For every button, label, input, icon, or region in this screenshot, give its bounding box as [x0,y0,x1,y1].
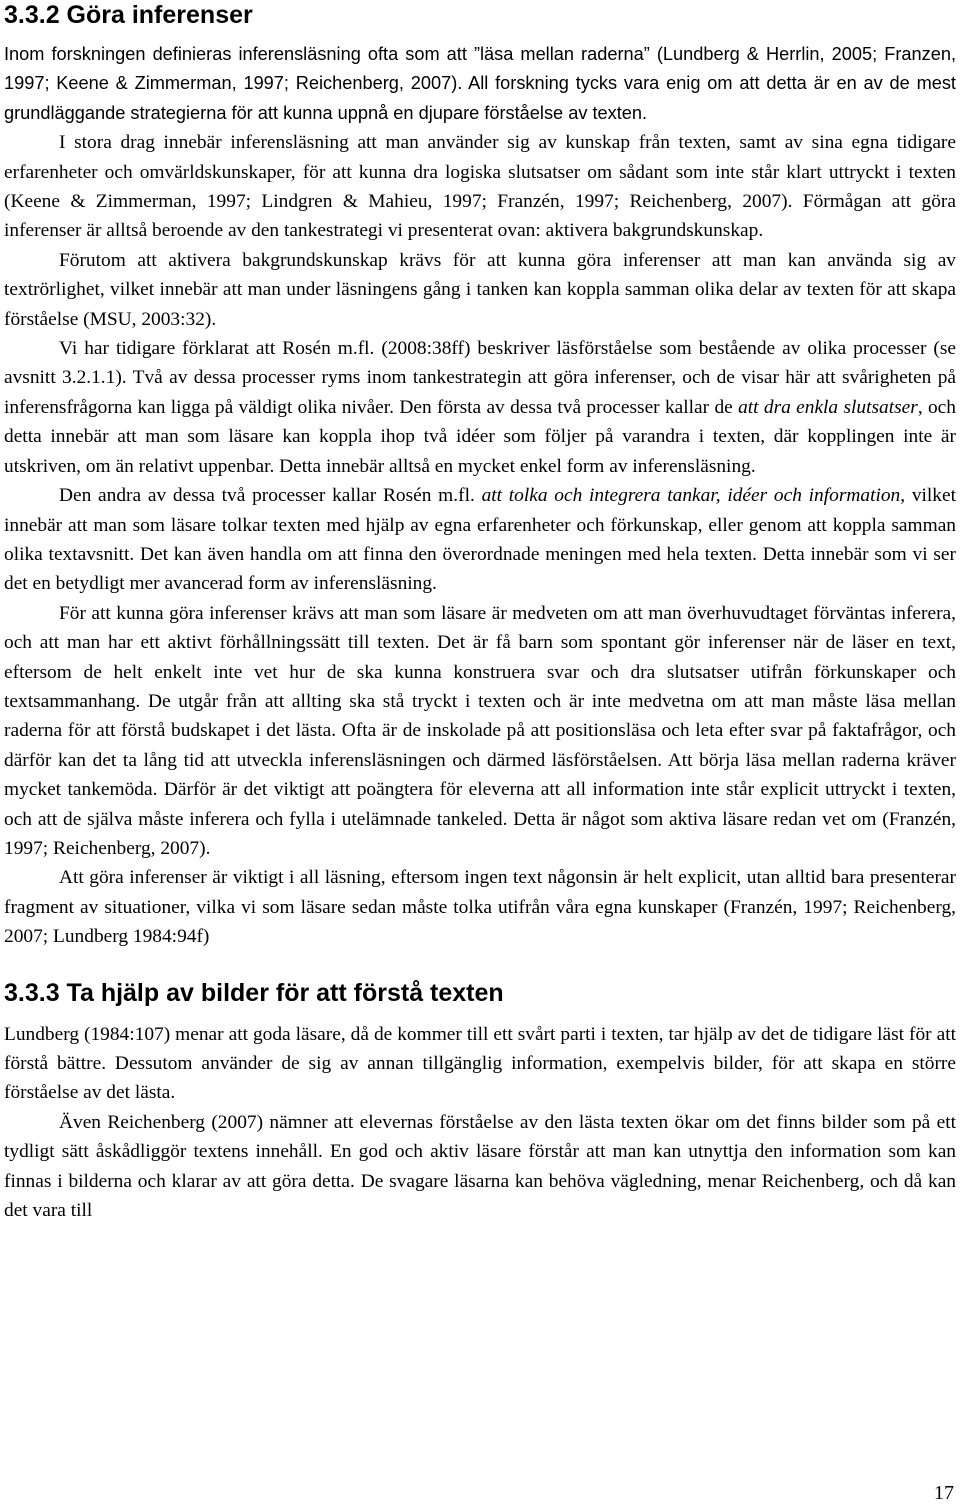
paragraph-intro: Inom forskningen definieras inferensläsning ofta som att ”läsa mellan raderna” (Lundberg & Herrlin, 2005; Franzen, 1997; Keene & Zimmerman, 1997; Reichenberg, 2007). All forskning tycks vara enig om att detta är en av de mest grundläggande strategierna för att kunna uppnå en djupare förståelse av texten. [4,44,956,123]
paragraph-rosen-emphasis: att dra enkla slutsatser [738,396,918,418]
paragraph-reichenberg: Även Reichenberg (2007) nämner att elevernas förståelse av den lästa texten ökar om det finns bilder som på ett tydligt sätt åskådliggör textens innehåll. En god och aktiv läsare förstår att man kan utnyttja den information som kan finnas i bilderna och klarar av att göra detta. De svagare läsarna kan behöva vägledning, menar Reichenberg, och då kan det vara till [4,1111,956,1222]
section-heading-3-3-3: 3.3.3 Ta hjälp av bilder för att förstå texten [4,978,504,1007]
paragraph-text-mobility: Förutom att aktivera bakgrundskunskap krävs för att kunna göra inferenser att man kan använda sig av textrörlighet, vilket innebär att man under läsningens gång i tanken kan koppla samman olika delar av texten för att skapa förståelse (MSU, 2003:32). [4,249,956,330]
paragraph-inference-definition: I stora drag innebär inferensläsning att man använder sig av kunskap från texten, samt av sina egna tidigare erfarenheter och omvärldskunskaper, för att kunna dra logiska slutsatser om sådant som inte står klart uttryckt i texten (Keene & Zimmerman, 1997; Lindgren & Mahieu, 1997; Franzén, 1997; Reichenberg, 2007). Förmågan att göra inferenser är alltså beroende av den tankestrategi vi presenterat ovan: aktivera bakgrundskunskap. [4,132,956,242]
paragraph-rosen-text-a: Vi har tidigare förklarat att Rosén m.fl. (2008:38ff) beskriver läsförståelse som bestående av olika processer (se avsnitt 3.2.1.1). Två av dessa processer ryms inom tankestrategin att göra inferenser, och de visar här att svårigheten på inferensfrågorna kan ligga på väldigt olika nivåer. Den första av dessa två processer kallar de [4,338,956,418]
document-page [4,0,956,1225]
section-heading-3-3-2: 3.3.2 Göra inferenser [4,1,253,29]
paragraph-awareness: För att kunna göra inferenser krävs att man som läsare är medveten om att man överhuvudtaget förväntas inferera, och att man har ett aktivt förhållningssätt till texten. Det är få barn som spontant gör inferenser när de läser en text, eftersom de helt enkelt inte vet hur de ska kunna konstruera svar och dra slutsatser utifrån förkunskaper och textsammanhang. De utgår från att allting ska stå tryckt i texten och är inte medvetna om att man måste läsa mellan raderna för att förstå budskapet i det lästa. Ofta är de inskolade på att positionsläsa och leta efter svar på faktafrågor, och därför kan det ta lång tid att utveckla inferensläsningen och därmed läsförståelsen. Att börja läsa mellan raderna kräver mycket tankemöda. Därför är det viktigt att poängtera för eleverna att all information inte står explicit uttryckt i texten, och att de själva måste inferera och fylla i utelämnade tankeled. Detta är något som aktiva läsare redan vet om (Franzén, 1997; Reichenberg, 2007). [4,602,956,859]
paragraph-importance: Att göra inferenser är viktigt i all läsning, eftersom ingen text någonsin är helt explicit, utan alltid bara presenterar fragment av situationer, vilka vi som läsare sedan måste tolka utifrån våra egna kunskaper (Franzén, 1997; Reichenberg, 2007; Lundberg 1984:94f) [4,867,956,948]
paragraph-second-emphasis: att tolka och integrera tankar, idéer och information [481,485,901,507]
paragraph-second-process [4,481,956,599]
page-number: 17 [934,1482,954,1504]
paragraph-second-text-a: Den andra av dessa två processer kallar Rosén m.fl. [59,485,482,507]
paragraph-lundberg: Lundberg (1984:107) menar att goda läsare, då de kommer till ett svårt parti i texten, tar hjälp av det de tidigare läst för att förstå bättre. Dessutom använder de sig av annan tillgänglig information, exempelvis bilder, för att skapa en större förståelse av det lästa. [4,1023,956,1104]
paragraph-second-text-b: , vilket innebär att man som läsare tolkar texten med hjälp av egna erfarenheter och förkunskap, eller genom att koppla samman olika textavsnitt. Det kan även handla om att finna den överordnade meningen med hela texten. Detta innebär som vi ser det en betydligt mer avancerad form av inferensläsning. [4,485,956,595]
paragraph-rosen-text-b: , och detta innebär att man som läsare kan koppla ihop två idéer som följer på varandra i texten, där kopplingen inte är utskriven, om än relativt uppenbar. Detta innebär alltså en mycket enkel form av inferensläsning. [4,396,956,477]
paragraph-rosen-processes [4,334,956,481]
